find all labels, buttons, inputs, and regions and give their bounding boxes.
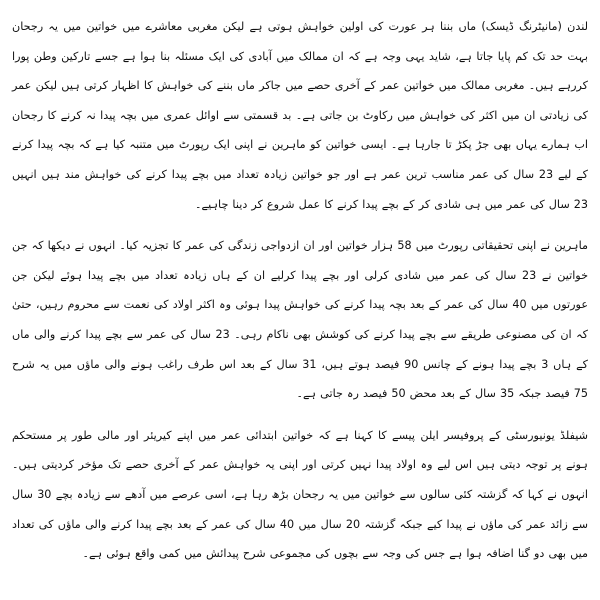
article-paragraph-1: لندن (مانیٹرنگ ڈیسک) ماں بننا ہر عورت کی اولین خواہش ہوتی ہے لیکن مغربی معاشرے میں خواتین میں یہ رجحان بہت حد تک کم پایا جاتا ہے، شاید یہی وجہ ہے کہ ان ممالک میں آبادی کی ایک مسئلہ بنا ہوا ہے جسے تارکین وطن پورا کررہے ہیں۔ مغربی ممالک میں خواتین عمر کے آخری حصے میں جاکر ماں بننے کی خواہش کا اظہار کرتی ہیں لیکن عمر کی زیادتی ان میں اکثر کی خواہش میں رکاوٹ بن جاتی ہے۔ بد قسمتی سے اوائل عمری میں بچہ پیدا نہ کرنے کا رجحان اب ہمارے یہاں بھی جڑ پکڑ تا جارہا ہے۔ ایسی خواتین کو ماہرین نے اپنی ایک رپورٹ میں متنبہ کیا ہے کہ بچہ پیدا کرنے کے لیے 23 سال کی عمر مناسب ترین عمر ہے اور جو خواتین زیادہ تعداد میں بچے پیدا کرنے کی خواہش مند ہیں انہیں 23 سال کی عمر میں ہی شادی کر کے بچے پیدا کرنے کا عمل شروع کر دینا چاہیے۔ [12, 20, 588, 211]
article-paragraph-2: ماہرین نے اپنی تحقیقاتی رپورٹ میں 58 ہزار خواتین اور ان ازدواجی زندگی کی عمر کا تجزیہ کیا۔ انہوں نے دیکھا کہ جن خواتین نے 23 سال کی عمر میں شادی کرلی اور بچے پیدا کرلیے ان کے ہاں زیادہ تعداد میں بچے پیدا ہوئے لیکن جن عورتوں میں 40 سال کی عمر کے بعد بچہ پیدا کرنے کی خواہش پیدا ہوئی وہ اکثر اولاد کی نعمت سے محروم رہیں، حتیٰ کہ ان کی مصنوعی طریقے سے بچے پیدا کرنے کی کوشش بھی ناکام رہی۔ 23 سال کی عمر سے بچے پیدا کرنے والی ماں کے ہاں 3 بچے پیدا ہونے کے چانس 90 فیصد ہوتے ہیں، 31 سال کے بعد اس طرف راغب ہونے والی ماؤں میں یہ شرح 75 فیصد جبکہ 35 سال کے بعد محض 50 فیصد رہ جاتی ہے۔ [12, 239, 589, 401]
article-paragraph-3: شیفلڈ یونیورسٹی کے پروفیسر ایلن پیسے کا کہنا ہے کہ خواتین ابتدائی عمر میں اپنے کیریئر اور مالی طور پر مستحکم ہونے پر توجہ دیتی ہیں اس لیے وہ اولاد پیدا نہیں کرتی اور اپنی یہ خواہش عمر کے آخری حصے تک مؤخر کردیتی ہیں۔ انہوں نے کہا کہ گزشتہ کئی سالوں سے خواتین میں یہ رجحان بڑھ رہا ہے، اسی عرصے میں آدھے سے زیادہ بچے 30 سال سے زائد عمر کی ماؤں نے پیدا کیے جبکہ گزشتہ 20 سال میں 40 سال کی عمر کے بعد بچے پیدا کرنے والی ماؤں کی تعداد میں بھی دو گنا اضافہ ہوا ہے جس کی وجہ سے بچوں کی مجموعی شرح پیدائش میں کمی واقع ہوئی ہے۔ [12, 428, 589, 561]
